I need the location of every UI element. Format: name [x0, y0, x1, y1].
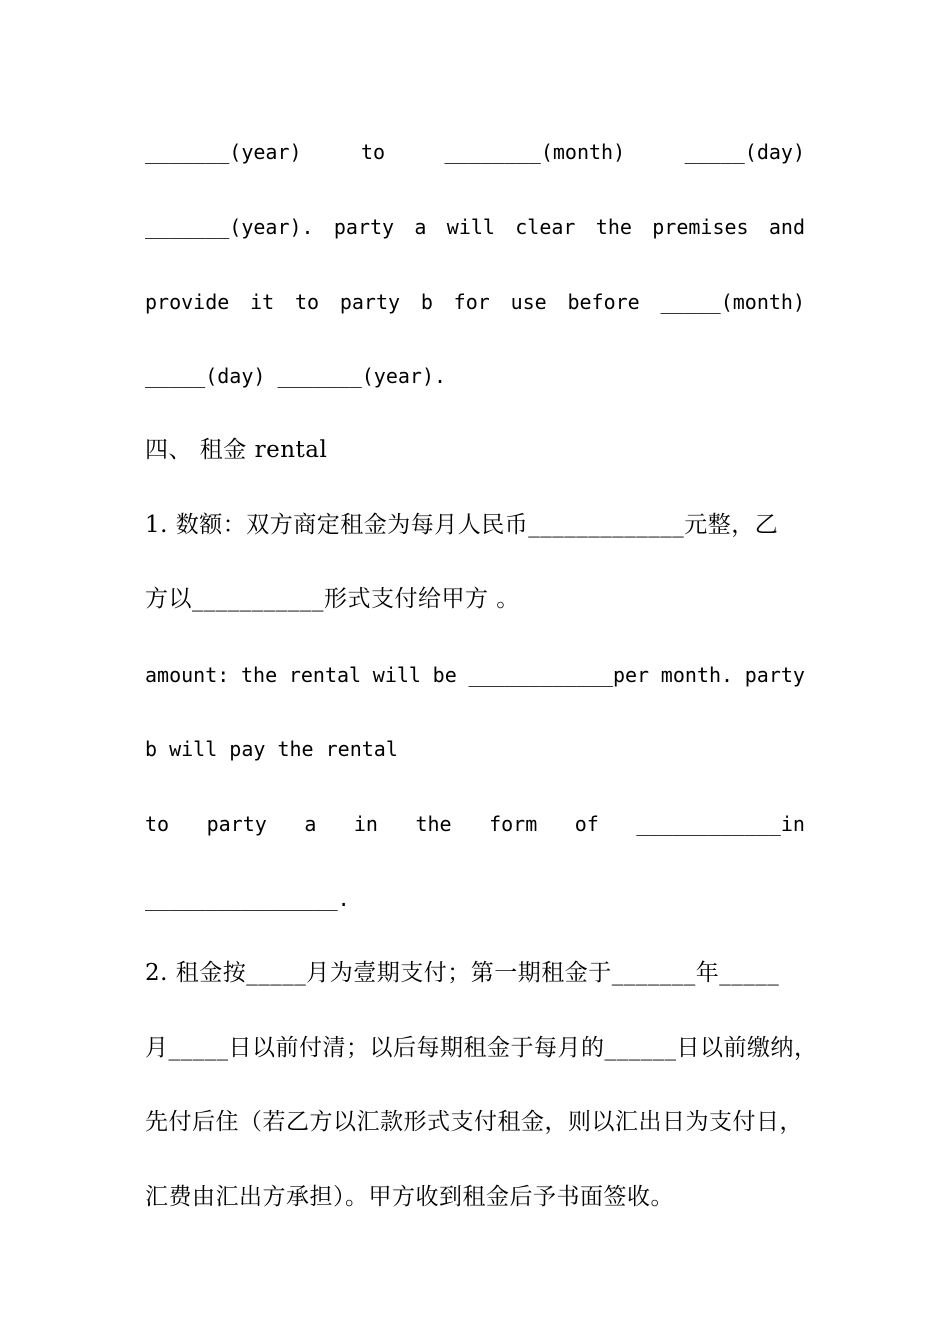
clause-2-line-4: 汇费由汇出方承担）。甲方收到租金后予书面签收。 — [145, 1184, 674, 1210]
clause-2-line-2: 月_____日以前付清；以后每期租金于每月的______日以前缴纳， — [145, 1035, 818, 1061]
text-line-day-year: _____(day) _______(year). — [145, 364, 447, 388]
word: the — [415, 812, 452, 836]
clause-1-english-line-1 — [145, 661, 805, 689]
word: _____(day) — [684, 140, 805, 164]
word: month. — [660, 663, 734, 687]
word: ____________in — [636, 812, 805, 836]
word: party — [339, 290, 401, 314]
word: provide — [145, 290, 230, 314]
clause-1-english-line-3 — [145, 810, 805, 838]
clause-1-english-line-2: b will pay the rental — [145, 737, 398, 761]
word: party — [206, 812, 267, 836]
word: before — [567, 290, 640, 314]
word: form — [489, 812, 538, 836]
word: to — [145, 812, 170, 836]
word: will — [372, 663, 421, 687]
clause-1-english-line-4: ________________. — [145, 887, 350, 911]
word: _____(month) — [660, 290, 805, 314]
word: of — [574, 812, 599, 836]
word: amount: — [145, 663, 230, 687]
word: it — [250, 290, 275, 314]
clause-2-line-3: 先付后住（若乙方以汇款形式支付租金，则以汇出日为支付日， — [145, 1109, 803, 1135]
word: to — [360, 140, 386, 164]
word: _______(year) — [145, 140, 302, 164]
word: the — [595, 215, 632, 239]
word: the — [241, 663, 278, 687]
clause-1-amount-line-2: 方以___________形式支付给甲方 。 — [145, 586, 520, 612]
text-line-clear-premises — [145, 213, 805, 241]
word: ________(month) — [444, 140, 626, 164]
clause-1-amount-line-1: 1. 数额：双方商定租金为每月人民币_____________元整，乙 — [145, 512, 779, 538]
word: rental — [288, 663, 362, 687]
word: use — [510, 290, 547, 314]
word: party — [333, 215, 395, 239]
word: ____________per — [468, 663, 650, 687]
word: will — [446, 215, 495, 239]
word: and — [768, 215, 805, 239]
word: _______(year). — [145, 215, 314, 239]
word: a — [414, 215, 427, 239]
text-line-date-range — [145, 138, 805, 166]
clause-2-line-1: 2. 租金按_____月为壹期支付；第一期租金于_______年_____ — [145, 960, 780, 986]
word: in — [353, 812, 378, 836]
word: premises — [652, 215, 749, 239]
word: for — [453, 290, 490, 314]
word: party — [744, 663, 805, 687]
word: to — [294, 290, 320, 314]
word: clear — [515, 215, 576, 239]
section-heading-rental: 四、 租金 rental — [145, 437, 328, 463]
text-line-provide-before — [145, 288, 805, 316]
word: be — [432, 663, 457, 687]
word: a — [304, 812, 317, 836]
word: b — [420, 290, 433, 314]
